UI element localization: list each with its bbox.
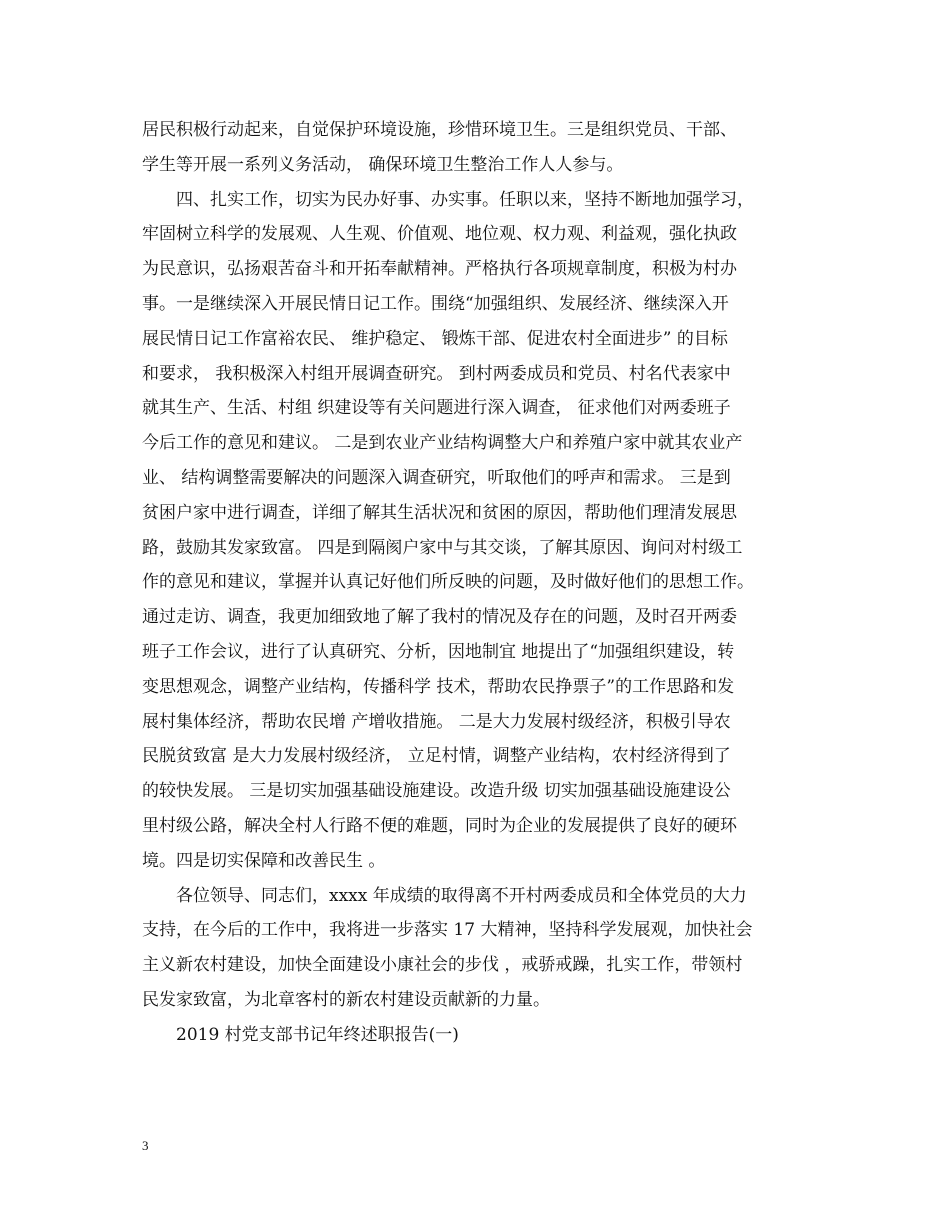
text-line: 牢固树立科学的发展观、人生观、价值观、地位观、权力观、利益观，强化执政 bbox=[142, 224, 737, 245]
text-line: 作的意见和建议，掌握并认真记好他们所反映的问题，及时做好他们的思想工作。 bbox=[142, 572, 754, 593]
text-line: 各位领导、同志们，xxxx 年成绩的取得离不开村两委成员和全体党员的大力 bbox=[176, 885, 747, 906]
text-line: 四、扎实工作，切实为民办好事、办实事。任职以来，坚持不断地加强学习， bbox=[176, 189, 754, 210]
text-line: 今后工作的意见和建议。 二是到农业产业结构调整大户和养殖户家中就其农业产 bbox=[142, 433, 743, 454]
text-line: 事。一是继续深入开展民情日记工作。围绕“加强组织、发展经济、继续深入开 bbox=[142, 293, 729, 314]
text-line: 居民积极行动起来，自觉保护环境设施，珍惜环境卫生。三是组织党员、干部、 bbox=[142, 120, 737, 140]
text-line: 变思想观念，调整产业结构，传播科学 技术，帮助农民挣票子”的工作思路和发 bbox=[142, 676, 735, 697]
text-line: 的较快发展。 三是切实加强基础设施建设。改造升级 切实加强基础设施建设公 bbox=[142, 781, 731, 802]
text-line: 里村级公路，解决全村人行路不便的难题，同时为企业的发展提供了良好的硬环 bbox=[142, 815, 737, 836]
page-number: 3 bbox=[142, 1138, 149, 1153]
text-line: 通过走访、调查，我更加细致地了解了我村的情况及存在的问题，及时召开两委 bbox=[142, 607, 737, 628]
document-body bbox=[142, 113, 832, 1053]
text-line: 路，鼓励其发家致富。 四是到隔阂户家中与其交谈，了解其原因、询问对村级工 bbox=[142, 537, 743, 558]
text-line: 贫困户家中进行调查，详细了解其生活状况和贫困的原因，帮助他们理清发展思 bbox=[142, 502, 737, 523]
text-line: 业、 结构调整需要解决的问题深入调查研究，听取他们的呼声和需求。 三是到 bbox=[142, 467, 731, 488]
text-line: 和要求， 我积极深入村组开展调查研究。 到村两委成员和党员、村名代表家中 bbox=[142, 363, 731, 384]
text-line: 民发家致富，为北章客村的新农村建设贡献新的力量。 bbox=[142, 989, 550, 1010]
text-line: 为民意识，弘扬艰苦奋斗和开拓奉献精神。严格执行各项规章制度，积极为村办 bbox=[142, 259, 737, 280]
text-line: 主义新农村建设，加快全面建设小康社会的步伐 ，戒骄戒躁，扎实工作，带领村 bbox=[142, 955, 743, 976]
text-line: 民脱贫致富 是大力发展村级经济， 立足村情，调整产业结构，农村经济得到了 bbox=[142, 746, 731, 767]
text-line: 学生等开展一系列义务活动， 确保环境卫生整治工作人人参与。 bbox=[142, 154, 624, 175]
text-line: 2019 村党支部书记年终述职报告(一) bbox=[176, 1024, 459, 1045]
text-line: 班子工作会议，进行了认真研究、分析，因地制宜 地提出了“加强组织建设，转 bbox=[142, 641, 735, 662]
text-line: 展村集体经济，帮助农民增 产增收措施。 二是大力发展村级经济，积极引导农 bbox=[142, 711, 731, 732]
text-line: 境。四是切实保障和改善民生 。 bbox=[142, 850, 386, 871]
text-line: 展民情日记工作富裕农民、 维护稳定、 锻炼干部、促进农村全面进步” 的目标 bbox=[142, 328, 728, 349]
text-line: 就其生产、生活、村组 织建设等有关问题进行深入调查， 征求他们对两委班子 bbox=[142, 398, 731, 419]
text-line: 支持，在今后的工作中，我将进一步落实 17 大精神，坚持科学发展观，加快社会 bbox=[142, 920, 753, 941]
